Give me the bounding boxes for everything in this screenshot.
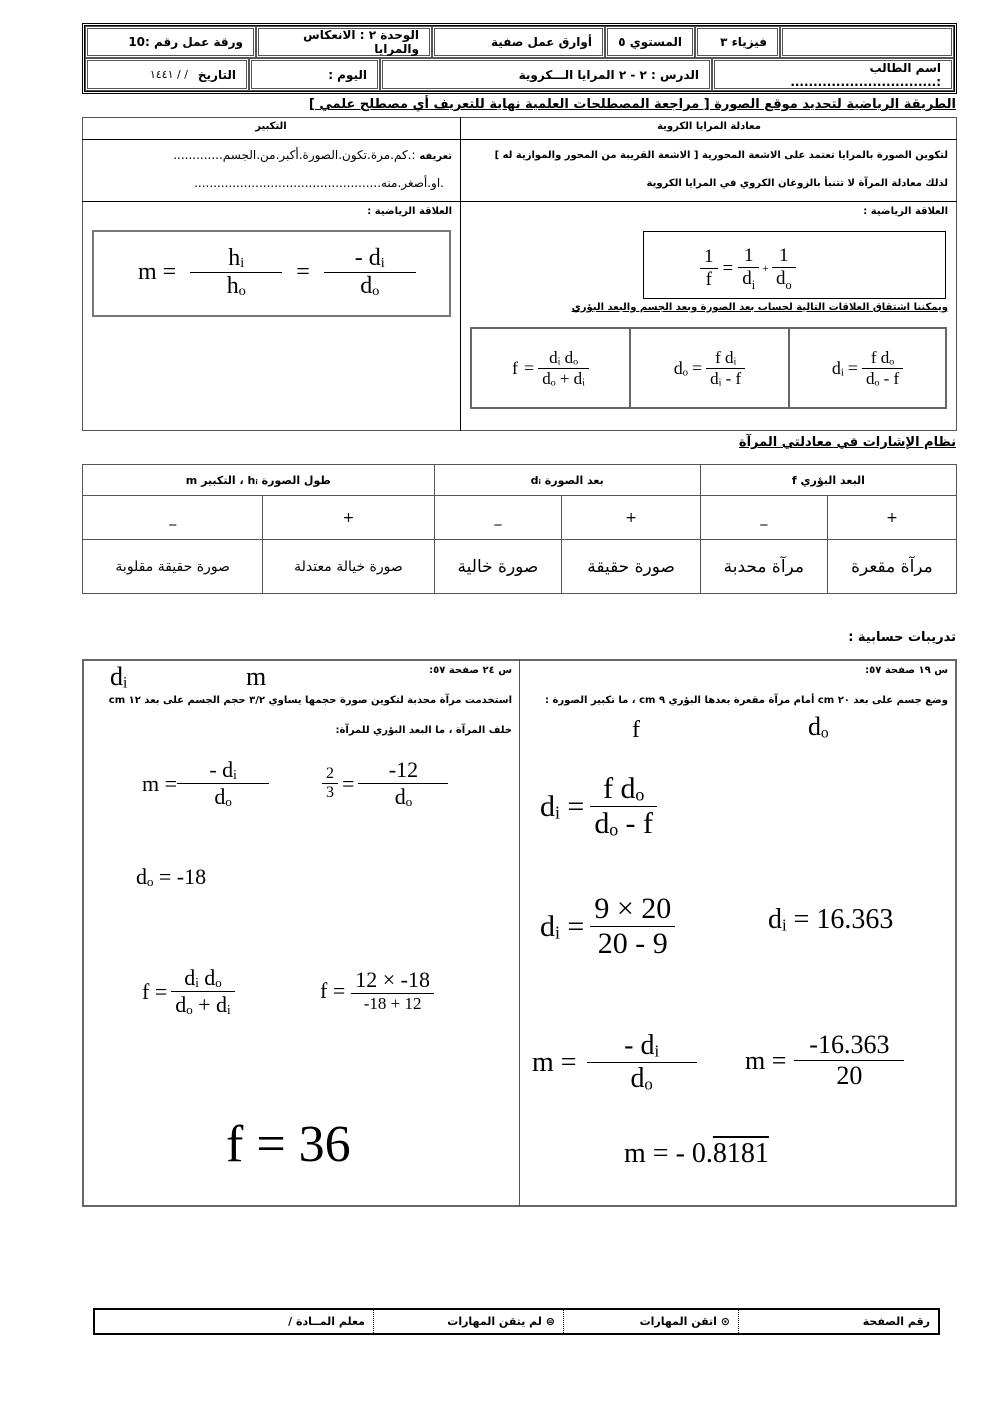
sign-cell: _ xyxy=(83,496,263,540)
row-divider-1 xyxy=(82,139,957,140)
magnification-equation: m = $\frac{\text{hᵢ}}{\text{hₒ}}$ = $\frac{\text{- dᵢ}}{\text{dₒ}}$ xyxy=(138,245,416,300)
mirror-math-label: العلاقة الرياضية : xyxy=(863,206,948,217)
sign-cell: + xyxy=(263,496,434,540)
page-number-cell: رقم الصفحة xyxy=(738,1310,938,1333)
subject-cell: فيزياء ٣ xyxy=(695,26,780,58)
q19-step2-di-values: dᵢ = $\frac{9 \times 20}{20 - 9}$ xyxy=(540,892,675,961)
sheet-type-cell: أوارق عمل صفية xyxy=(432,26,605,58)
formula-di: dᵢ = $\frac{\text{f dₒ}}{\text{dₒ - f}}$ xyxy=(790,329,945,407)
lesson-cell: الدرس : ٢ - ٢ المرايا الـــكروية xyxy=(380,58,712,91)
desc-cell: صورة حقيقة xyxy=(562,540,700,594)
worksheet-number-cell: ورقة عمل رقم :10 xyxy=(85,26,256,58)
q24-text-line2: خلف المرآة ، ما البعد البؤري للمرآة: xyxy=(335,725,512,736)
q19-step1-di-formula: dᵢ = $\frac{\text{f dₒ}}{\text{dₒ - f}}$ xyxy=(540,772,657,841)
col-divider xyxy=(460,117,461,431)
magnification-definition xyxy=(173,148,452,162)
mirror-eq-line2: لذلك معادلة المرآة لا تتنبأ بالزوغان الكروي في المرايا الكروية xyxy=(646,178,948,189)
desc-cell: مرآة محدبة xyxy=(700,540,827,594)
q19-annotation-do: dₒ xyxy=(808,712,829,741)
q24-step4-f-values: f = $\frac{12 \times -18}{-18 + 12}$ xyxy=(320,967,434,1014)
subject-blank-cell xyxy=(780,26,954,58)
sign-cell: + xyxy=(562,496,700,540)
definition-line2: .او.أصغر.منه................................................. xyxy=(194,176,444,190)
q24-f-result: f = 36 xyxy=(226,1116,351,1173)
unit-cell: الوحدة ٢ : الانعكاس والمرايا xyxy=(256,26,432,58)
teacher-cell: معلم المــادة / xyxy=(288,1315,365,1328)
mirror-equation-heading: معادلة المرايا الكروية xyxy=(657,121,761,132)
mirror-equation: $\frac{1}{f}$ = $\frac{1}{d_i}$ + $\frac{1}{d_o}$ xyxy=(700,245,796,293)
q24-annotation-di: dᵢ xyxy=(110,662,128,691)
row-divider-2 xyxy=(82,201,957,202)
desc-cell: مرآة مقعرة xyxy=(827,540,956,594)
definition-label: تعريفه xyxy=(419,151,452,162)
desc-cell: صورة خالية xyxy=(434,540,562,594)
q19-reference: س ١٩ صفحة ٥٧: xyxy=(865,665,948,676)
header-image-height: طول الصورة hᵢ ، التكبير m xyxy=(83,465,435,496)
section-title-math-method: الطريقة الرياضية لتحديد موقع الصورة [ مراجعة المصطلحات العلمية نهاية للتعريف أي مصطلح علمي ] xyxy=(308,97,956,112)
exercises-title: تدريبات حسابية : xyxy=(848,630,956,645)
exercises-divider xyxy=(519,659,520,1207)
q24-do-result: dₒ = -18 xyxy=(136,864,207,889)
student-name-field[interactable]: اسم الطالب :................................ xyxy=(712,58,954,91)
desc-cell: صورة حقيقة مقلوبة xyxy=(83,540,263,594)
level-cell: المستوي ٥ xyxy=(605,26,695,58)
day-field[interactable]: اليوم : xyxy=(249,58,380,91)
q19-text: وضع جسم على بعد ٢٠ cm أمام مرآة مقعرة بعدها البؤري ٩ cm ، ما تكبير الصورة : xyxy=(545,695,948,706)
signs-table xyxy=(82,464,957,594)
signs-title: نظام الإشارات في معادلتي المرآة xyxy=(738,435,956,450)
header-image-distance: بعد الصورة dᵢ xyxy=(434,465,700,496)
q24-step1-m-formula: m = $\frac{\text{- dᵢ}}{\text{dₒ}}$ xyxy=(142,757,269,810)
header-focal-length: البعد البؤري f xyxy=(700,465,956,496)
sign-cell: _ xyxy=(434,496,562,540)
desc-cell: صورة خيالة معتدلة xyxy=(263,540,434,594)
mastered-skills-cell[interactable]: ⊙ اتقن المهارات xyxy=(563,1310,738,1333)
mirror-eq-line1: لتكوين الصورة بالمرايا تعتمد على الاشعة المحورية [ الاشعة القريبة من المحور والموازية له ] xyxy=(494,150,948,161)
sign-cell: _ xyxy=(700,496,827,540)
footer-skills-table xyxy=(93,1308,940,1335)
q19-step3-m-formula: m = $\frac{\text{- dᵢ}}{\text{dₒ}}$ xyxy=(532,1030,697,1095)
derive-note: ويمكننا اشتقاق العلاقات التالية لحساب بعد الصورة وبعد الجسم والبعد البؤري xyxy=(571,302,948,313)
q19-di-result: dᵢ = 16.363 xyxy=(768,904,894,935)
magnification-heading: التكبير xyxy=(255,121,287,132)
date-field[interactable] xyxy=(85,58,249,91)
not-mastered-skills-cell[interactable]: ⊜ لم يتقن المهارات xyxy=(373,1310,563,1333)
definition-line1: :.كم.مرة.تكون.الصورة.أكبر.من.الجسم............. xyxy=(173,148,416,162)
m-result-prefix: m = - 0. xyxy=(624,1138,713,1169)
q24-step3-f-formula: f = $\frac{\text{dᵢ dₒ}}{\text{dₒ + dᵢ}}$ xyxy=(142,965,235,1018)
q24-reference: س ٢٤ صفحة ٥٧: xyxy=(429,665,512,676)
formula-do: dₒ = $\frac{\text{f dᵢ}}{\text{dᵢ - f}}$ xyxy=(631,329,790,407)
q19-step4-m-values: m = $\frac{-16.363}{20}$ xyxy=(745,1030,904,1091)
date-value: / / ١٤٤١ xyxy=(149,68,188,81)
q24-annotation-m: m xyxy=(246,662,267,691)
sign-cell: + xyxy=(827,496,956,540)
q24-step2-ratio: $\frac{2}{3}$ = $\frac{-12}{\text{dₒ}}$ xyxy=(322,757,448,810)
date-label: التاريخ xyxy=(197,67,236,82)
formula-f: f = $\frac{\text{dᵢ dₒ}}{\text{dₒ + dᵢ}}$ xyxy=(472,329,631,407)
q24-text-line1: استخدمت مرآة محدبة لتكوين صورة حجمها يساوي ٣/٢ حجم الجسم على بعد ١٢ cm xyxy=(108,695,512,706)
magnification-math-label: العلاقة الرياضية : xyxy=(367,206,452,217)
derived-formulas-table xyxy=(470,327,947,409)
m-result-repeating: 8181 xyxy=(712,1138,769,1169)
q19-m-result xyxy=(624,1138,769,1170)
q19-annotation-f: f xyxy=(632,717,640,743)
